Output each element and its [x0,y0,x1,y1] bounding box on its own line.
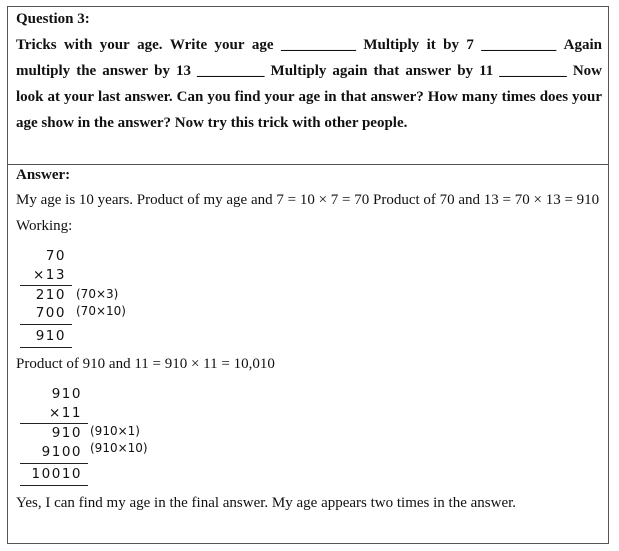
question-word: your [572,89,603,105]
section-divider [7,164,609,165]
question-line-3 [16,89,602,106]
question-word: Now [572,63,602,79]
question-word: times [501,89,536,105]
calc2-rule-3 [20,485,88,486]
question-word: How [427,89,458,105]
answer-heading: Answer: [16,167,71,183]
question-word: again [332,63,368,79]
content-box [7,6,609,544]
question-word: __________ [481,37,557,53]
question-word: find [234,89,261,105]
answer-line-1: My age is 10 years. Product of my age and 7 = 10 × 7 = 70 Product of 70 and 13 = 70 × 13 = 910 [16,192,600,208]
answer-conclusion: Yes, I can find my age in the final answer. My age appears two times in the answer. [16,495,517,511]
calc2-partial-2-note: (910×10) [90,441,148,455]
question-line-1 [16,37,602,54]
question-word: with [63,37,93,53]
question-word: multiply [16,63,71,79]
calc2-partial-2: 9100 [41,444,82,460]
question-word: last [97,89,121,105]
calc1-partial-1-note: (70×3) [76,287,119,301]
calc1-rule-3 [20,347,72,348]
question-word: answer. [124,89,173,105]
question-word: Multiply [363,37,420,53]
question-word: your [264,89,295,105]
question-word: your [99,37,130,53]
question-word: Multiply [270,63,327,79]
calc2-multiplier: ×11 [49,405,82,421]
question-word: 13 [175,63,191,79]
calc2-partial-1-note: (910×1) [90,424,140,438]
question-line-2 [16,63,602,80]
question-word: many [461,89,498,105]
calc2-multiplicand: 910 [51,386,82,402]
calc1-result: 910 [35,328,66,344]
question-word: __________ [280,37,356,53]
question-line-4: age show in the answer? Now try this trick with other people. [16,115,408,131]
calc1-partial-1: 210 [35,287,66,303]
question-word: 7 [466,37,474,53]
answer-line-2: Product of 910 and 11 = 910 × 11 = 10,010 [16,356,275,372]
question-word: at [47,89,60,105]
question-word: does [539,89,569,105]
calc1-multiplicand: 70 [45,248,66,264]
question-heading: Question 3: [16,11,90,27]
question-word: Again [563,37,602,53]
calc1-rule-2 [20,324,72,325]
question-word: that [340,89,367,105]
question-word: by [443,37,459,53]
question-word: look [16,89,44,105]
calc1-partial-2-note: (70×10) [76,304,126,318]
question-word: answer [102,63,149,79]
question-word: that [373,63,400,79]
question-word: by [154,63,170,79]
calc2-result: 10010 [31,466,82,482]
question-word: Write [169,37,208,53]
question-word: _________ [197,63,265,79]
question-word: age [298,89,321,105]
question-word: your [214,37,245,53]
question-word: Can [176,89,204,105]
question-word: Tricks [16,37,57,53]
working-label: Working: [16,218,73,234]
question-word: it [426,37,436,53]
question-word: age. [137,37,163,53]
question-word: answer [405,63,452,79]
question-word: age [251,37,274,53]
calc1-partial-2: 700 [35,305,66,321]
question-word: the [76,63,97,79]
calc1-multiplier: ×13 [33,267,66,283]
calc2-rule-2 [20,463,88,464]
question-word: _________ [499,63,567,79]
question-word: answer? [370,89,424,105]
calc2-partial-1: 910 [51,425,82,441]
question-word: 11 [479,63,494,79]
question-word: by [457,63,474,79]
calc2-rule-1 [20,423,88,424]
question-word: you [207,89,231,105]
question-word: in [324,89,337,105]
question-word: your [63,89,94,105]
calc1-rule-1 [20,285,72,286]
